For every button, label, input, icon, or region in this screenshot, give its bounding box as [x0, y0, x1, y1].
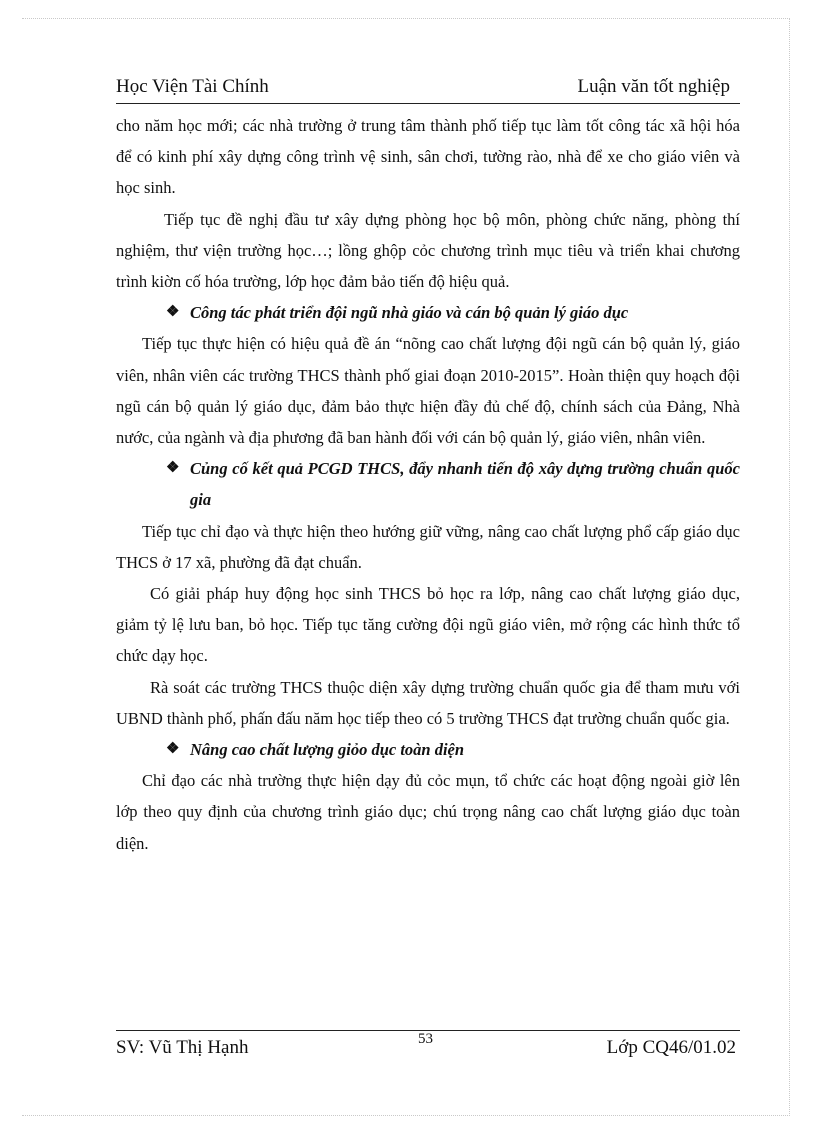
footer-student-name: SV: Vũ Thị Hạnh [116, 1037, 249, 1058]
paragraph-3: Tiếp tục thực hiện có hiệu quả đề án “nõng cao chất lượng đội ngũ cán bộ quản lý, giáo viên, nhân viên các trường THCS thành phố giai đoạn 2010-2015”. Hoàn thiện quy hoạch đội ngũ cán bộ quản lý giáo dục, đảm bảo thực hiện đầy đủ chế độ, chính sách của Đảng, Nhà nước, của ngành và địa phương đã ban hành đối với cán bộ quản lý, giáo viên, nhân viên. [116, 334, 740, 448]
heading-text: Công tác phát triển đội ngũ nhà giáo và cán bộ quản lý giáo dục [190, 303, 629, 323]
section-heading-1 [116, 297, 740, 328]
section-heading-3 [116, 734, 740, 765]
paragraph-2: Tiếp tục đề nghị đầu tư xây dựng phòng học bộ môn, phòng chức năng, phòng thí nghiệm, thư viện trường học…; lồng ghộp cỏc chương trình mục tiêu và triển khai chương trình kiờn cố hóa trường, lớp học đảm bảo tiến độ hiệu quả. [116, 209, 740, 292]
section-heading-2 [116, 453, 740, 515]
paragraph-5: Có giải pháp huy động học sinh THCS bỏ học ra lớp, nâng cao chất lượng giáo dục, giảm tỷ lệ lưu ban, bỏ học. Tiếp tục tăng cường đội ngũ giáo viên, mở rộng các hình thức tổ chức dạy học. [116, 584, 740, 666]
diamond-bullet-icon: ❖ [166, 460, 180, 477]
diamond-bullet-icon: ❖ [166, 741, 180, 758]
header-institution: Học Viện Tài Chính [116, 76, 269, 97]
diamond-bullet-icon: ❖ [166, 304, 180, 321]
header-divider [116, 103, 740, 104]
page-header [116, 76, 740, 104]
heading-text: Nâng cao chất lượng giỏo dục toàn diện [190, 740, 465, 760]
paragraph-4: Tiếp tục chỉ đạo và thực hiện theo hướng giữ vững, nâng cao chất lượng phổ cấp giáo dục THCS ở 17 xã, phường đã đạt chuẩn. [116, 521, 740, 572]
page-number: 53 [418, 1031, 433, 1047]
header-document-type: Luận văn tốt nghiệp [577, 76, 730, 97]
paragraph-1: cho năm học mới; các nhà trường ở trung tâm thành phố tiếp tục làm tốt công tác xã hội hóa để có kinh phí xây dựng công trình vệ sinh, sân chơi, tường rào, nhà để xe cho giáo viên và học sinh. [116, 116, 740, 198]
page-footer [116, 1031, 740, 1065]
paragraph-7: Chỉ đạo các nhà trường thực hiện dạy đủ cỏc mụn, tổ chức các hoạt động ngoài giờ lên lớp theo quy định của chương trình giáo dục; chú trọng nâng cao chất lượng giáo dục toàn diện. [116, 771, 740, 853]
page-body [116, 110, 740, 859]
paragraph-6: Rà soát các trường THCS thuộc diện xây dựng trường chuẩn quốc gia để tham mưu với UBND thành phố, phấn đấu năm học tiếp theo có 5 trường THCS đạt trường chuẩn quốc gia. [116, 677, 740, 728]
footer-class-code: Lớp CQ46/01.02 [606, 1037, 736, 1058]
heading-text: Củng cố kết quả PCGD THCS, đẩy nhanh tiến độ xây dựng trường chuẩn quốc gia [190, 459, 740, 510]
